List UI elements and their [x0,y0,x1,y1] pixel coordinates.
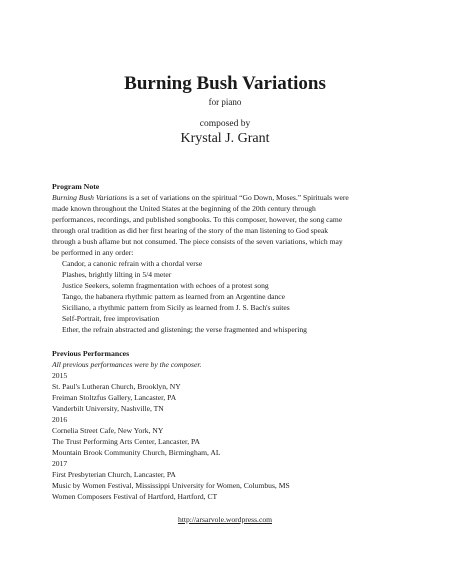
body-line: performances, recordings, and published songbooks. To this composer, however, the song came [52,215,343,224]
composer-name: Krystal J. Grant [180,131,270,146]
performance-venue: Women Composers Festival of Hartford, Hartford, CT [52,492,218,501]
year-label: 2016 [52,415,68,424]
composed-by-label: composed by [199,119,251,129]
subtitle: for piano [208,97,242,107]
variation-item: Ether, the refrain abstracted and glistening; the verse fragmented and whispering [62,325,307,334]
performance-venue: Freiman Stoltzfus Gallery, Lancaster, PA [52,393,177,402]
variation-item: Siciliano, a rhythmic pattern from Sicily as learned from J. S. Bach's suites [62,303,290,312]
performance-venue: Music by Women Festival, Mississippi University for Women, Columbus, MS [52,481,290,490]
program-note-body [52,192,412,258]
variations-list [52,258,412,335]
performance-venue: St. Paul's Lutheran Church, Brooklyn, NY [52,382,181,391]
variation-item: Candor, a canonic refrain with a chordal verse [62,259,203,268]
page-title: Burning Bush Variations [124,73,326,94]
website-link[interactable]: http://arsarvole.wordpress.com [177,515,273,524]
performance-venue: Cornelia Street Cafe, New York, NY [52,426,164,435]
variation-item: Justice Seekers, solemn fragmentation with echoes of a protest song [62,281,269,290]
body-line: through a bush aflame but not consumed. The piece consists of the seven variations, which may [52,237,343,246]
performance-venue: Vanderbilt University, Nashville, TN [52,404,164,413]
body-line: made known throughout the United States at the beginning of the 20th century through [52,204,316,213]
performances-subheading: All previous performances were by the composer. [52,360,202,369]
body-line: be performed in any order: [52,248,134,257]
work-title-italic: Burning Bush Variations [52,193,128,202]
program-note-section [52,181,412,335]
variation-item: Self-Portrait, free improvisation [62,314,160,323]
body-line: through oral tradition as did her first hearing of the story of the man listening to God speak [52,226,329,235]
year-label: 2015 [52,371,68,380]
performance-venue: The Trust Performing Arts Center, Lancaster, PA [52,437,201,446]
performance-venue: Mountain Brook Community Church, Birmingham, AL [52,448,221,457]
performances-list [52,370,412,502]
year-label: 2017 [52,459,68,468]
footer [0,515,450,525]
program-note-heading: Program Note [52,182,100,191]
variation-item: Plashes, brightly lilting in 5/4 meter [62,270,172,279]
body-line: is a set of variations on the spiritual “Go Down, Moses.” Spirituals were [127,193,349,202]
variation-item: Tango, the habanera rhythmic pattern as learned from an Argentine dance [62,292,286,301]
previous-performances-heading: Previous Performances [52,349,130,358]
previous-performances-section [52,348,412,502]
performance-venue: First Presbyterian Church, Lancaster, PA [52,470,176,479]
